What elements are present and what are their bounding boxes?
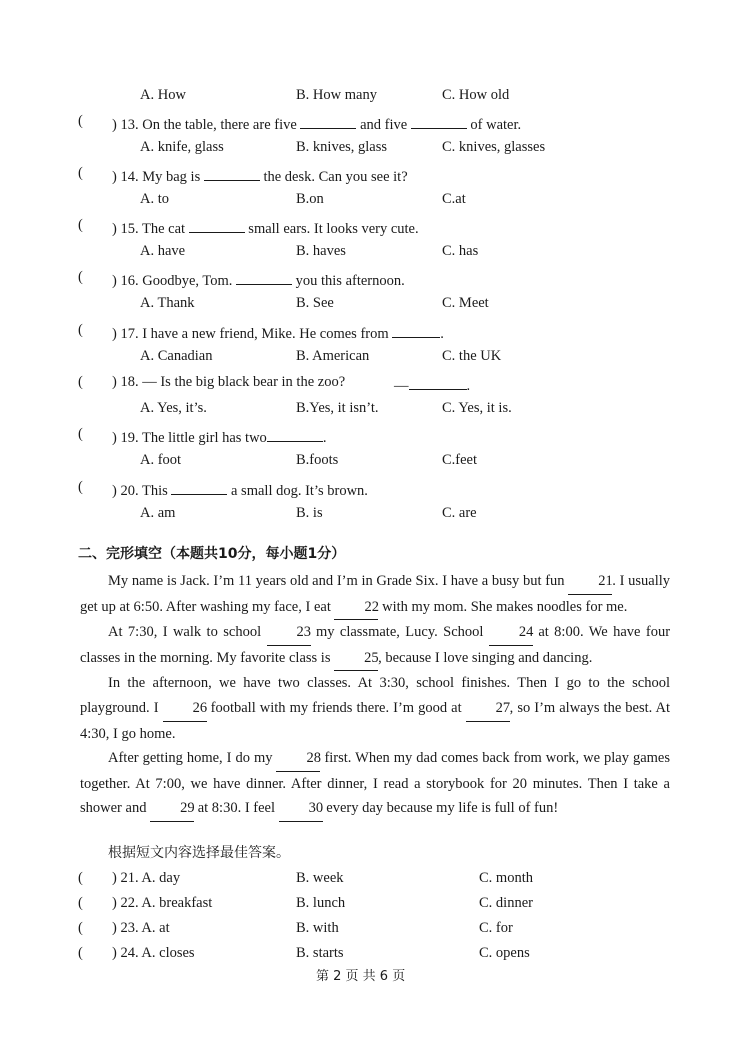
q24-paren-close: ): [112, 945, 117, 961]
q17-option-b: B. American: [296, 348, 370, 364]
q16-question: [112, 270, 405, 289]
cloze-instruction: 根据短文内容选择最佳答案。: [108, 845, 290, 861]
q15-text-1: The cat: [141, 221, 186, 237]
q13-option-c: C. knives, glasses: [442, 139, 546, 155]
q17-text-1: I have a new friend, Mike. He comes from: [142, 326, 389, 342]
q18-text-2: —: [394, 378, 409, 394]
q14-text-2: the desk. Can you see it?: [263, 169, 408, 185]
q15-option-a: A. have: [140, 243, 186, 259]
q20-blank[interactable]: [171, 480, 227, 495]
q18-text-1: — Is the big black bear in the zoo?: [142, 374, 346, 390]
passage-text: After getting home, I do my: [108, 750, 273, 767]
q18-answer: [394, 375, 470, 394]
q13-paren-open: (: [78, 113, 83, 129]
q23-paren-close: ): [112, 920, 117, 936]
q23-paren-open: (: [78, 920, 83, 936]
q13-text-1: On the table, there are five: [142, 117, 297, 133]
q19-paren-open: (: [78, 426, 83, 442]
blank-22[interactable]: 22: [334, 595, 378, 621]
q20-text-2: a small dog. It’s brown.: [231, 483, 368, 499]
q15-option-c: C. has: [442, 243, 479, 259]
blank-23[interactable]: 23: [267, 620, 311, 646]
q24-option-a: 24. A. closes: [120, 945, 195, 961]
q16-paren-close: ): [112, 273, 117, 289]
q22-option-a: 22. A. breakfast: [120, 895, 213, 911]
q21-paren-open: (: [78, 870, 83, 886]
q20-option-c: C. are: [442, 505, 477, 521]
passage-text: with my mom. She makes noodles for me.: [382, 598, 628, 615]
q15-text-2: small ears. It looks very cute.: [248, 221, 419, 237]
passage-text: at 8:30. I feel: [197, 800, 276, 817]
q12-option-c: C. How old: [442, 87, 510, 103]
q20-option-a: A. am: [140, 505, 176, 521]
passage-text: my classmate, Lucy. School: [315, 624, 484, 641]
q19-option-c: C.feet: [442, 452, 478, 468]
q20-number: 20.: [120, 483, 139, 499]
blank-27[interactable]: 27: [466, 696, 510, 722]
q23-question: [112, 921, 170, 936]
section-2-title: 二、完形填空（本题共10分，每小题1分）: [78, 546, 346, 562]
q14-option-c: C.at: [442, 191, 466, 207]
passage-paragraph-2: [80, 620, 670, 671]
blank-25[interactable]: 25: [334, 646, 378, 672]
q17-option-c: C. the UK: [442, 348, 502, 364]
q13-question: [112, 114, 521, 133]
q16-option-b: B. See: [296, 295, 334, 311]
q13-text-2: and five: [360, 117, 408, 133]
q20-paren-open: (: [78, 479, 83, 495]
q21-option-c: C. month: [479, 870, 533, 886]
q19-question: [112, 427, 326, 446]
q12-option-a: A. How: [140, 87, 186, 103]
q18-number: 18.: [120, 374, 139, 390]
q22-paren-open: (: [78, 895, 83, 911]
blank-24[interactable]: 24: [489, 620, 533, 646]
blank-26[interactable]: 26: [163, 696, 207, 722]
q16-option-c: C. Meet: [442, 295, 489, 311]
passage-text: My name is Jack. I’m 11 years old and I’m in Grade Six. I have a busy but fun: [108, 573, 565, 589]
blank-28[interactable]: 28: [276, 746, 320, 772]
q19-text-2: .: [322, 430, 327, 446]
q18-option-b: B.Yes, it isn’t.: [296, 400, 379, 416]
q16-paren-open: (: [78, 269, 83, 285]
q24-question: [112, 946, 195, 961]
q15-paren-close: ): [112, 221, 117, 237]
q13-blank-1[interactable]: [300, 114, 356, 129]
q20-paren-close: ): [112, 483, 117, 499]
passage-paragraph-3: [80, 671, 670, 746]
cloze-passage: [80, 569, 670, 822]
passage-paragraph-4: [80, 746, 670, 822]
q16-option-a: A. Thank: [140, 295, 195, 311]
q18-question: [112, 375, 345, 390]
q18-option-a: A. Yes, it’s.: [140, 400, 207, 416]
q21-paren-close: ): [112, 870, 117, 886]
passage-text: , so I’m always the best. At 4:30, I go home.: [80, 699, 671, 742]
q20-question: [112, 480, 368, 499]
q18-text-3: .: [466, 378, 471, 394]
page-number-footer: 第 2 页 共 6 页: [316, 969, 406, 984]
q18-paren-close: ): [112, 374, 117, 390]
q15-question: [112, 218, 419, 237]
q21-question: [112, 871, 180, 886]
q19-option-a: A. foot: [140, 452, 182, 468]
q13-option-b: B. knives, glass: [296, 139, 388, 155]
q14-option-b: B.on: [296, 191, 324, 207]
q22-option-b: B. lunch: [296, 895, 346, 911]
q14-blank[interactable]: [204, 166, 260, 181]
blank-21[interactable]: 21: [568, 569, 612, 595]
passage-text: , because I love singing and dancing.: [378, 649, 593, 666]
blank-30[interactable]: 30: [279, 796, 323, 822]
q13-paren-close: ): [112, 117, 117, 133]
q23-option-a: 23. A. at: [120, 920, 170, 936]
passage-text: In the afternoon, we have two classes. At 3:30, school finishes. Then I go to the school playground. I: [80, 675, 670, 716]
q14-text-1: My bag is: [142, 169, 201, 185]
q19-number: 19.: [120, 430, 139, 446]
q15-option-b: B. haves: [296, 243, 346, 259]
q23-option-c: C. for: [479, 920, 513, 936]
passage-text: at 8:00. We have four classes in the morning. My favorite class is: [80, 624, 671, 666]
q14-question: [112, 166, 408, 185]
q19-option-b: B.foots: [296, 452, 339, 468]
q22-question: [112, 896, 212, 911]
q24-option-c: C. opens: [479, 945, 530, 961]
q15-number: 15.: [120, 221, 139, 237]
q16-text-1: Goodbye, Tom.: [142, 273, 233, 289]
q20-option-b: B. is: [296, 505, 323, 521]
q21-option-b: B. week: [296, 870, 344, 886]
q16-text-2: you this afternoon.: [295, 273, 405, 289]
q17-text-2: .: [440, 326, 444, 342]
q16-number: 16.: [120, 273, 139, 289]
q13-option-a: A. knife, glass: [140, 139, 224, 155]
q24-paren-open: (: [78, 945, 83, 961]
q17-number: 17.: [120, 326, 139, 342]
q22-option-c: C. dinner: [479, 895, 533, 911]
q17-blank[interactable]: [392, 323, 440, 338]
blank-29[interactable]: 29: [150, 796, 194, 822]
q17-question: [112, 323, 444, 342]
q17-paren-close: ): [112, 326, 117, 342]
q24-option-b: B. starts: [296, 945, 344, 961]
q19-paren-close: ): [112, 430, 117, 446]
q17-option-a: A. Canadian: [140, 348, 213, 364]
q22-paren-close: ): [112, 895, 117, 911]
q14-paren-open: (: [78, 165, 83, 181]
q16-blank[interactable]: [236, 270, 292, 285]
q14-paren-close: ): [112, 169, 117, 185]
q18-option-c: C. Yes, it is.: [442, 400, 512, 416]
q14-option-a: A. to: [140, 191, 169, 207]
q21-option-a: 21. A. day: [120, 870, 181, 886]
q18-paren-open: (: [78, 374, 83, 390]
q13-blank-2[interactable]: [411, 114, 467, 129]
q13-number: 13.: [120, 117, 139, 133]
q15-paren-open: (: [78, 217, 83, 233]
passage-text: football with my friends there. I’m good at: [210, 699, 462, 716]
q17-paren-open: (: [78, 322, 83, 338]
passage-text: first. When my dad comes back from work, we play games together. At 7:00, we have dinner. After dinner, I read a storybook for 20 minutes. Then I take a shower and: [80, 750, 671, 817]
q14-number: 14.: [120, 169, 139, 185]
q23-option-b: B. with: [296, 920, 339, 936]
q13-text-3: of water.: [470, 117, 522, 133]
q15-blank[interactable]: [189, 218, 245, 233]
passage-paragraph-1: [80, 569, 670, 620]
passage-text: At 7:30, I walk to school: [108, 624, 262, 641]
q18-blank[interactable]: [409, 375, 467, 390]
passage-text: every day because my life is full of fun!: [326, 800, 559, 817]
q19-text-1: The little girl has two: [141, 430, 267, 446]
q20-text-1: This: [141, 483, 168, 499]
q12-option-b: B. How many: [296, 87, 377, 103]
passage-text: . I usually get up at 6:50. After washing my face, I eat: [80, 573, 670, 615]
q19-blank[interactable]: [267, 427, 323, 442]
